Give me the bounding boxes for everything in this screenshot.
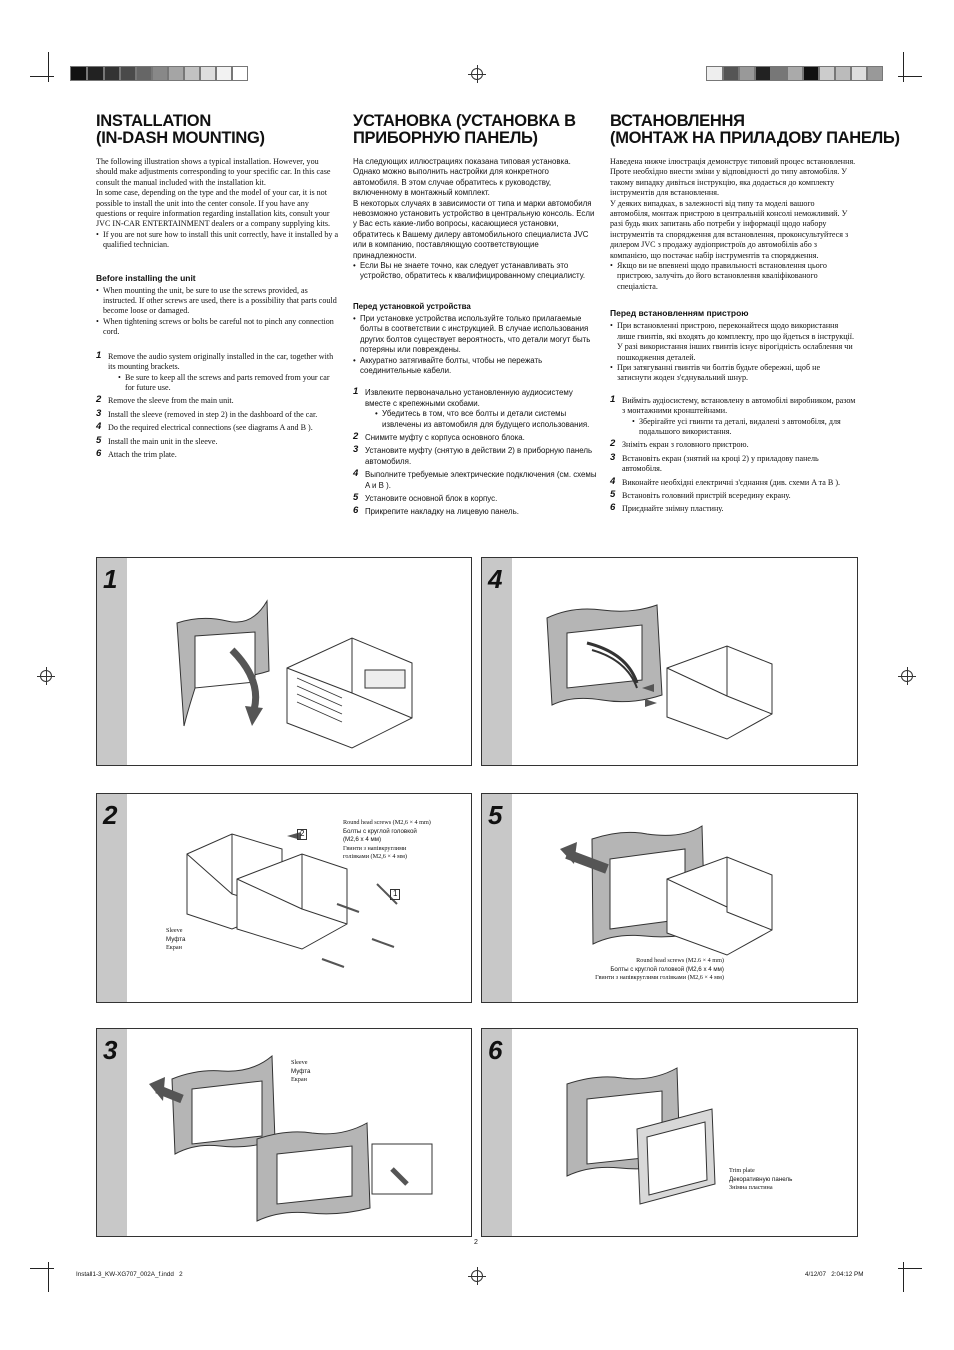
before-heading-ukrainian: Перед встановленням пристрою — [610, 308, 749, 319]
registration-mark-bottom — [471, 1270, 483, 1282]
step-item: 3 Install the sleeve (removed in step 2) in the dashboard of the car. — [96, 407, 318, 419]
step-item: 6 Прикрепите накладку на лицевую панель. — [353, 505, 519, 517]
illustration-remove-frame — [97, 558, 473, 767]
panel-number: 2 — [103, 800, 118, 830]
step-item: 4 Виконайте необхідні електричні з'єднання (див. схеми A та B ). — [610, 475, 841, 487]
panel-number: 5 — [488, 800, 503, 830]
step-item: 2 Снимите муфту с корпуса основного блока. — [353, 430, 525, 442]
steps-english — [96, 349, 340, 461]
footer-filename: Install1-3_KW-XG707_002A_f.indd 2 — [76, 1271, 183, 1278]
step-item: 2 Зніміть екран з головного пристрою. — [610, 438, 749, 450]
intro-russian: На следующих иллюстрациях показана типовая установка. Однако можно выполнить настройки для конкретного автомобиля. В этом случае обратитесь к руководству, включенному в монтажный комплект. В некоторых случаях в зависимости от типа и марки автомобиля невозможно установить устройство в центральную консоль. Если у Вас есть какие-либо вопросы, касающиеся установки, обратитесь к Вашему дилеру автомобильного специалиста JVC или в компанию, поставляющую соответствующие принадлежности. • Если Вы не знаете точно, как следует устанавливать это устройство, обратитесь к квалифицированному специалисту. — [353, 157, 597, 282]
step-item: 3 Установите муфту (снятую в действии 2) в приборную панель автомобиля. — [353, 444, 593, 466]
column-english — [96, 113, 340, 463]
step-item: 4 Do the required electrical connections (see diagrams A and B ). — [96, 421, 313, 433]
step-item: 1 Вийміть аудіосистему, встановлену в автомобілі виробником, разом з монтажними кронштейнами. • Зберігайте усі гвинти та деталі, видалені з автомобіля, для подальшого використання. — [610, 396, 856, 438]
panel-step-2 — [96, 793, 472, 1003]
panel-step-5 — [481, 793, 858, 1003]
steps-russian — [353, 388, 597, 517]
column-russian — [353, 113, 597, 521]
panel-number: 1 — [103, 564, 118, 594]
step-item: 6 Приєднайте знімну пластину. — [610, 502, 724, 514]
step-item: 1 Remove the audio system originally installed in the car, together with its mounting brackets. • Be sure to keep all the screws and parts removed from your car for future use. — [96, 352, 340, 394]
illustration-connect-wiring — [482, 558, 859, 767]
step-item: 6 Attach the trim plate. — [96, 447, 177, 459]
screws-label: Round head screws (M2,6 × 4 mm) Болты с круглой головкой (M2,6 x 4 мм) Гвинти з напівкруглими голівками (M2,6 × 4 мм) — [343, 819, 431, 860]
before-heading-english: Before installing the unit — [96, 272, 196, 283]
registration-mark-right — [901, 670, 913, 682]
before-heading-russian: Перед установкой устройства — [353, 301, 471, 311]
steps-ukrainian — [610, 393, 856, 515]
registration-mark-top — [471, 68, 483, 80]
intro-english: The following illustration shows a typical installation. However, you should make adjustments corresponding to your specific car. In this case consult the manual included with the installation kit. In some case, depending on the type and the model of your car, it is not possible to install the unit into the center console. If you have any questions or require information regarding installation kits, consult your JVC IN-CAR ENTERTAINMENT dealers or a company supplying kits. • If you are not sure how to install this unit correctly, have it installed by a qualified technician. — [96, 157, 340, 251]
step-item: 5 Установите основной блок в корпус. — [353, 491, 498, 503]
sleeve-label: Sleeve Муфта Екран — [166, 927, 186, 951]
title-english: INSTALLATION (IN-DASH MOUNTING) — [96, 112, 265, 147]
illustration-trim-plate — [482, 1029, 859, 1238]
callout-2-box: 2 — [297, 829, 307, 840]
step-item: 5 Встановіть головний пристрій всередину екрану. — [610, 488, 791, 500]
before-list-russian: • При установке устройства используйте только прилагаемые болты в соответствии с инструкцией. В случае использования других болтов существует вероятность, что детали могут быть потеряны или повреждены. • Аккуратно затягивайте болты, чтобы не пережать соединительные кабели. — [353, 314, 597, 376]
step-item: 1 Извлеките первоначально установленную аудиосистему вместе с крепежными скобами. • Убедитесь в том, что все болты и детали системы извлечены из автомобиля для будущего использования. — [353, 388, 597, 430]
trim-plate-label: Trim plate Декоративную панель Знімна пластина — [729, 1167, 793, 1191]
title-russian: УСТАНОВКА (УСТАНОВКА В ПРИБОРНУЮ ПАНЕЛЬ) — [353, 112, 576, 147]
panel-step-1 — [96, 557, 472, 766]
callout-1-box: 1 — [390, 889, 400, 900]
panel-number: 6 — [488, 1035, 503, 1065]
step-item: 4 Выполните требуемые электрические подключения (см. схемы A и B ). — [353, 468, 597, 490]
illustration-install-sleeve — [97, 1029, 473, 1238]
step-item: 3 Встановіть екран (знятий на кроці 2) у приладову панель автомобіля. — [610, 451, 819, 474]
step-item: 5 Install the main unit in the sleeve. — [96, 434, 218, 446]
page-number: 2 — [474, 1239, 478, 1246]
sleeve-label: Sleeve Муфта Екран — [291, 1059, 311, 1083]
panel-number: 4 — [488, 564, 503, 594]
registration-mark-left — [40, 670, 52, 682]
before-list-english: • When mounting the unit, be sure to use the screws provided, as instructed. If other screws are used, there is a possibility that parts could become loose or damaged. • When tightening screws or bolts be careful not to pinch any connection cord. — [96, 286, 340, 338]
panel-step-6 — [481, 1028, 858, 1237]
step-item: 2 Remove the sleeve from the main unit. — [96, 394, 234, 406]
footer-timestamp: 4/12/07 2:04:12 PM — [805, 1271, 864, 1278]
panel-step-4 — [481, 557, 858, 766]
intro-ukrainian: Наведена нижче ілюстрація демонструє типовий процес встановлення. Проте необхідно внести зміни у відповідності до типу автомобіля. У такому випадку дивіться інструкцію, яка додається до комплекту інструментів для встановлення. У деяких випадках, в залежності від типу та моделі вашого автомобіля, монтаж пристрою в центральній консолі неможливий. У разі будь яких запитань або потреби у інформації щодо набору інструментів та спорядження для встановлення, проконсультуйтеся з дилером JVC з продажу аудіопристроїв до автомобілів або з компанією, що постачає набір інструментів та спорядження. • Якщо ви не впевнені щодо правильності встановлення цього пристрою, залучіть до його встановлення кваліфікованого спеціаліста. — [610, 157, 856, 292]
column-ukrainian — [610, 112, 900, 518]
panel-step-3 — [96, 1028, 472, 1237]
panel-number: 3 — [103, 1035, 118, 1065]
screws-label: Round head screws (M2.6 × 4 mm) Болты с круглой головкой (M2,6 x 4 мм) Гвинти з напівкруглими голівками (M2,6 × 4 мм) — [595, 957, 724, 981]
before-list-ukrainian: • При встановленні пристрою, переконайтеся щодо використання лише гвинтів, які входять до комплекту, про що йдеться в інструкції. У разі використання інших гвинтів існує вірогідність ослаблення чи пошкодження деталей. • При затягуванні гвинтів чи болтів будьте обережні, щоб не затиснути жоден з'єднувальний шнур. — [610, 321, 856, 383]
title-ukrainian: ВСТАНОВЛЕННЯ (МОНТАЖ НА ПРИЛАДОВУ ПАНЕЛЬ) — [610, 112, 900, 147]
